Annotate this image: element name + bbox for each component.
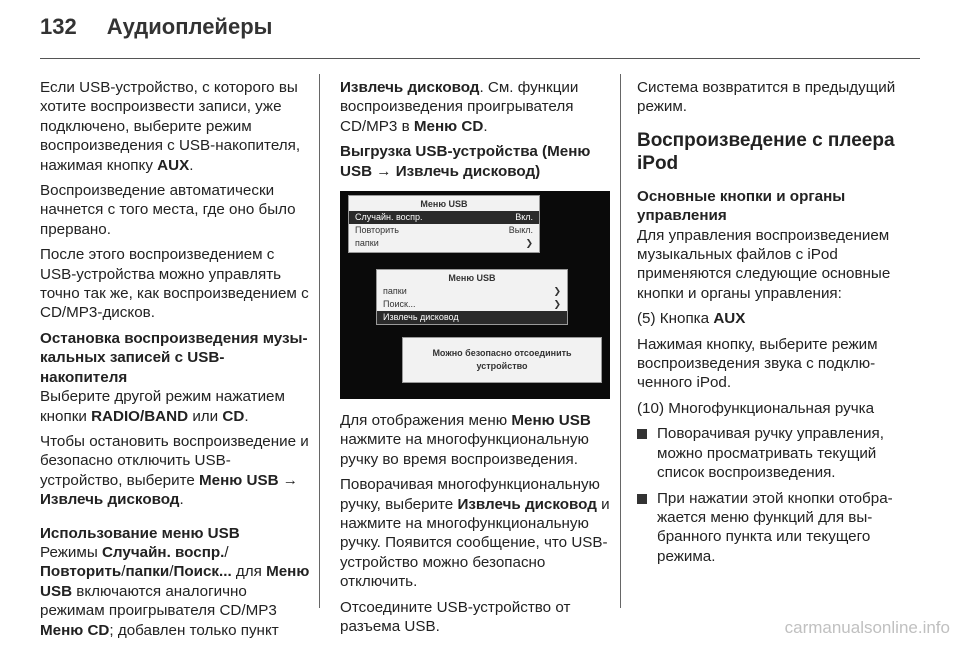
chevron-right-icon: ❯ bbox=[553, 299, 561, 310]
header-rule bbox=[40, 58, 920, 59]
menu-title: Меню USB bbox=[448, 273, 496, 284]
page-number: 132 bbox=[40, 14, 77, 39]
usb-menu-screenshot bbox=[340, 191, 610, 399]
column-1 bbox=[40, 78, 310, 646]
menu-row: папки ❯ bbox=[355, 238, 533, 249]
paragraph: Если USB-устройство, с которого вы хотите воспроизвести записи, уже подключено, выберите режим воспроизведения с USB-накопителя, нажимая кнопку AUX. bbox=[40, 79, 301, 174]
paragraph: Режимы Случайн. воспр./Повторить/папки/Поиск... для Меню USB включаются аналогично режимам проигрывателя CD/MP3 Меню CD; добавлен только пункт bbox=[40, 543, 310, 639]
section-heading: Использование меню USB bbox=[40, 524, 240, 542]
paragraph: (5) Кнопка AUX bbox=[637, 310, 746, 328]
paragraph: Нажимая кнопку, выберите режим воспроизведения звука с подключенного iPod. bbox=[637, 335, 878, 392]
safe-remove-message: Можно безопасно отсоединить устройство bbox=[402, 337, 602, 383]
menu-title: Меню USB bbox=[420, 199, 468, 210]
paragraph: Чтобы остановить воспроизведение и безопасно отключить USB-устройство, выберите Меню USB → Извлечь дисковод. bbox=[40, 432, 309, 509]
section-heading: Воспроизведение с плеера iPod bbox=[637, 129, 895, 174]
section-heading: Остановка воспроизведения музыкальных записей с USB-накопителя bbox=[40, 329, 308, 386]
chevron-right-icon: ❯ bbox=[525, 238, 533, 249]
paragraph: После этого воспроизведением с USB-устройства можно управлять точно так же, как воспроизведением с CD/MP3-дисков. bbox=[40, 246, 309, 322]
page-title: Аудиоплейеры bbox=[106, 14, 273, 39]
column-2 bbox=[340, 78, 612, 643]
bullet-icon bbox=[637, 494, 647, 504]
column-divider bbox=[620, 74, 621, 608]
chevron-right-icon: ❯ bbox=[553, 286, 561, 297]
bullet-item: При нажатии этой кнопки отображается меню функций для выбранного пункта или текущего режима. bbox=[637, 489, 917, 567]
paragraph: Извлечь дисковод. См. функции воспроизведения проигрывателя CD/MP3 в Меню CD. bbox=[340, 79, 579, 135]
paragraph: Поворачивая многофункциональную ручку, выберите Извлечь дисковод и нажмите на многофункциональную ручку. Появится сообщение, что USB-устройство можно безопасно отключить. bbox=[340, 476, 610, 591]
menu-row: Повторить Выкл. bbox=[355, 225, 533, 236]
page-header bbox=[40, 14, 272, 54]
paragraph: Система возвратится в предыдущий режим. bbox=[637, 79, 896, 116]
paragraph: Выберите другой режим нажатием кнопки RADIO/BAND или CD. bbox=[40, 388, 285, 425]
usb-menu-panel bbox=[376, 269, 568, 325]
subsection-heading: Основные кнопки и органы управления bbox=[637, 187, 846, 225]
usb-menu-panel bbox=[348, 195, 540, 253]
bullet-item: Поворачивая ручку управления, можно просматривать текущий список воспроизведения. bbox=[637, 424, 917, 482]
menu-row: Поиск... ❯ bbox=[383, 299, 561, 310]
watermark: carmanualsonline.info bbox=[784, 618, 950, 637]
paragraph: Воспроизведение автоматически начнется с того места, где оно было прервано. bbox=[40, 182, 296, 238]
menu-row: Случайн. воспр. Вкл. bbox=[349, 211, 539, 224]
menu-row: папки ❯ bbox=[383, 286, 561, 297]
paragraph: Для отображения меню Меню USB нажмите на многофункциональную ручку во время воспроизведения. bbox=[340, 412, 591, 468]
bullet-icon bbox=[637, 429, 647, 439]
paragraph: Отсоедините USB-устройство от разъема USB. bbox=[340, 598, 571, 636]
menu-row: Извлечь дисковод bbox=[377, 311, 567, 324]
column-divider bbox=[319, 74, 320, 608]
section-heading: Выгрузка USB-устройства (Меню USB → Извлечь дисковод) bbox=[340, 143, 591, 180]
paragraph: Для управления воспроизведением музыкальных файлов с iPod применяются следующие основные кнопки и органы управления: bbox=[637, 226, 891, 302]
column-3 bbox=[637, 78, 917, 572]
paragraph: (10) Многофункциональная ручка bbox=[637, 399, 875, 417]
